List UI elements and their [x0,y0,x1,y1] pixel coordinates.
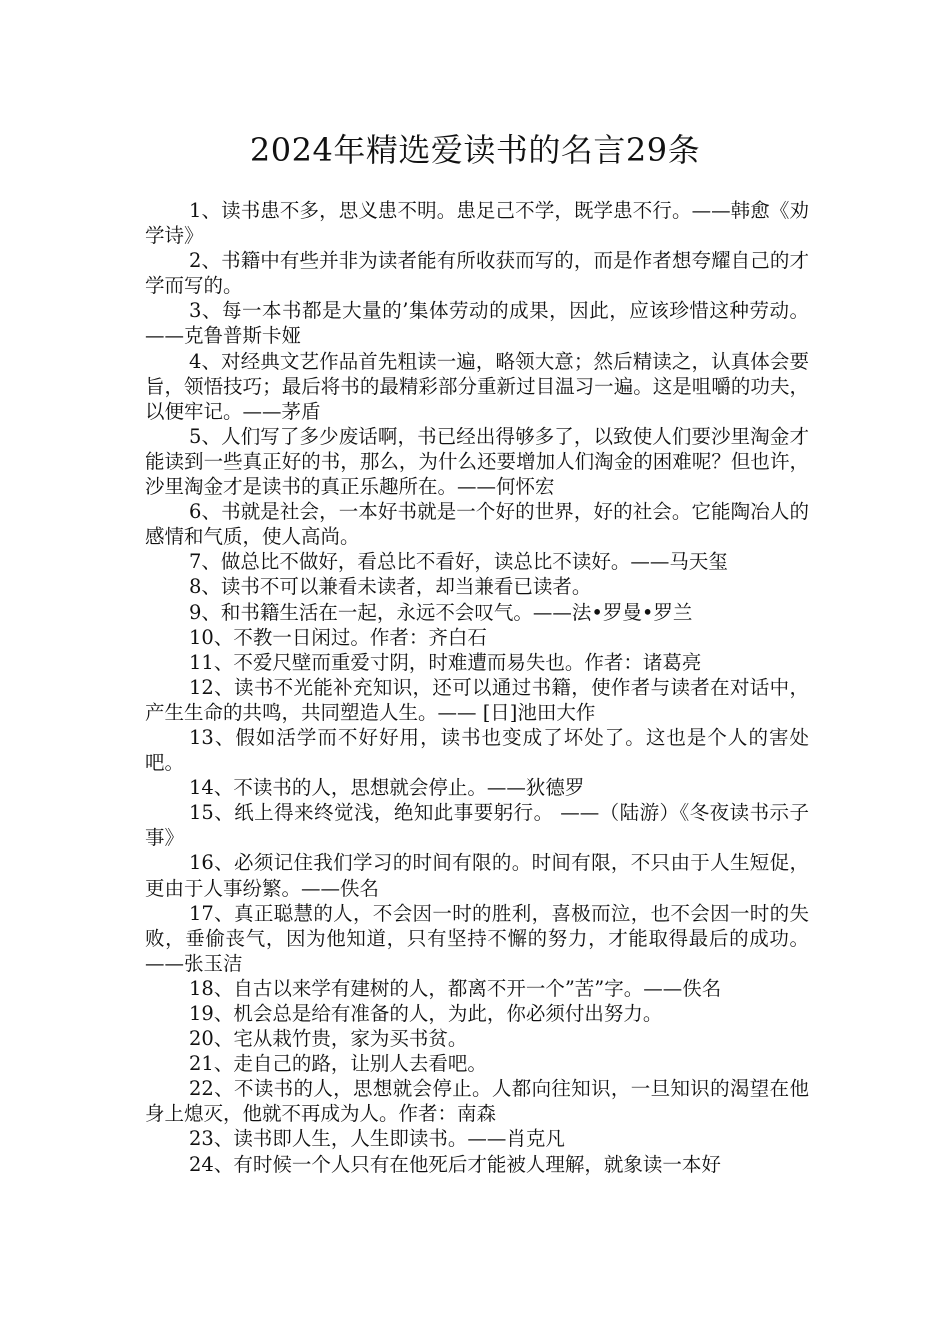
quote-paragraph: 14、不读书的人，思想就会停止。——狄德罗 [189,776,585,800]
quote-paragraph: 20、宅从栽竹贵，家为买书贫。 [189,1027,468,1051]
quote-paragraph: 2、书籍中有些并非为读者能有所收获而写的，而是作者想夸耀自己的才学而写的。 [145,249,809,298]
quote-paragraph: 17、真正聪慧的人，不会因一时的胜利，喜极而泣，也不会因一时的失败，垂偷丧气，因为他知道，只有坚持不懈的努力，才能取得最后的成功。——张玉洁 [145,901,809,975]
quote-paragraph: 6、书就是社会，一本好书就是一个好的世界，好的社会。它能陶冶人的感情和气质，使人高尚。 [145,500,809,549]
quote-list [145,198,809,1177]
quote-paragraph: 3、每一本书都是大量的’集体劳动的成果，因此，应该珍惜这种劳动。——克鲁普斯卡娅 [145,299,809,348]
quote-paragraph: 16、必须记住我们学习的时间有限的。时间有限，不只由于人生短促，更由于人事纷繁。——佚名 [145,851,809,900]
quote-paragraph: 21、走自己的路，让别人去看吧。 [189,1052,487,1076]
quote-paragraph: 12、读书不光能补充知识，还可以通过书籍，使作者与读者在对话中，产生生命的共鸣，共同塑造人生。—— [日]池田大作 [145,675,809,724]
document-title: 2024年精选爱读书的名言29条 [249,131,701,169]
quote-paragraph: 4、对经典文艺作品首先粗读一遍，略领大意；然后精读之，认真体会要旨，领悟技巧；最后将书的最精彩部分重新过目温习一遍。这是咀嚼的功夫，以便牢记。——茅盾 [145,349,809,423]
quote-paragraph: 24、有时候一个人只有在他死后才能被人理解，就象读一本好 [189,1152,721,1176]
quote-paragraph: 9、和书籍生活在一起，永远不会叹气。——法•罗曼•罗兰 [189,600,693,624]
quote-paragraph: 15、纸上得来终觉浅，绝知此事要躬行。 ——（陆游）《冬夜读书示子事》 [145,801,809,850]
quote-paragraph: 23、读书即人生，人生即读书。——肖克凡 [189,1127,565,1151]
quote-paragraph: 7、做总比不做好，看总比不看好，读总比不读好。——马天玺 [189,550,728,574]
quote-paragraph: 13、假如活学而不好好用，读书也变成了坏处了。这也是个人的害处吧。 [145,725,809,775]
quote-paragraph: 18、自古以来学有建树的人，都离不开一个”苦”字。——佚名 [189,976,722,1000]
quote-paragraph: 19、机会总是给有准备的人，为此，你必须付出努力。 [189,1002,663,1025]
quote-paragraph: 5、人们写了多少废话啊，书已经出得够多了，以致使人们要沙里淘金才能读到一些真正好的书，那么，为什么还要增加人们淘金的困难呢？但也许，沙里淘金才是读书的真正乐趣所在。——何怀宏 [145,424,809,499]
quote-paragraph: 22、不读书的人，思想就会停止。人都向往知识，一旦知识的渴望在他身上熄灭，他就不再成为人。作者：南森 [145,1077,809,1126]
quote-paragraph: 11、不爱尺壁而重爱寸阴，时难遭而易失也。作者：诸葛亮 [189,650,702,674]
quote-paragraph: 8、读书不可以兼看未读者，却当兼看已读者。 [189,575,592,599]
quote-paragraph: 1、读书患不多，思义患不明。患足己不学，既学患不行。——韩愈《劝学诗》 [145,199,809,248]
quote-paragraph: 10、不教一日闲过。作者：齐白石 [189,625,487,649]
